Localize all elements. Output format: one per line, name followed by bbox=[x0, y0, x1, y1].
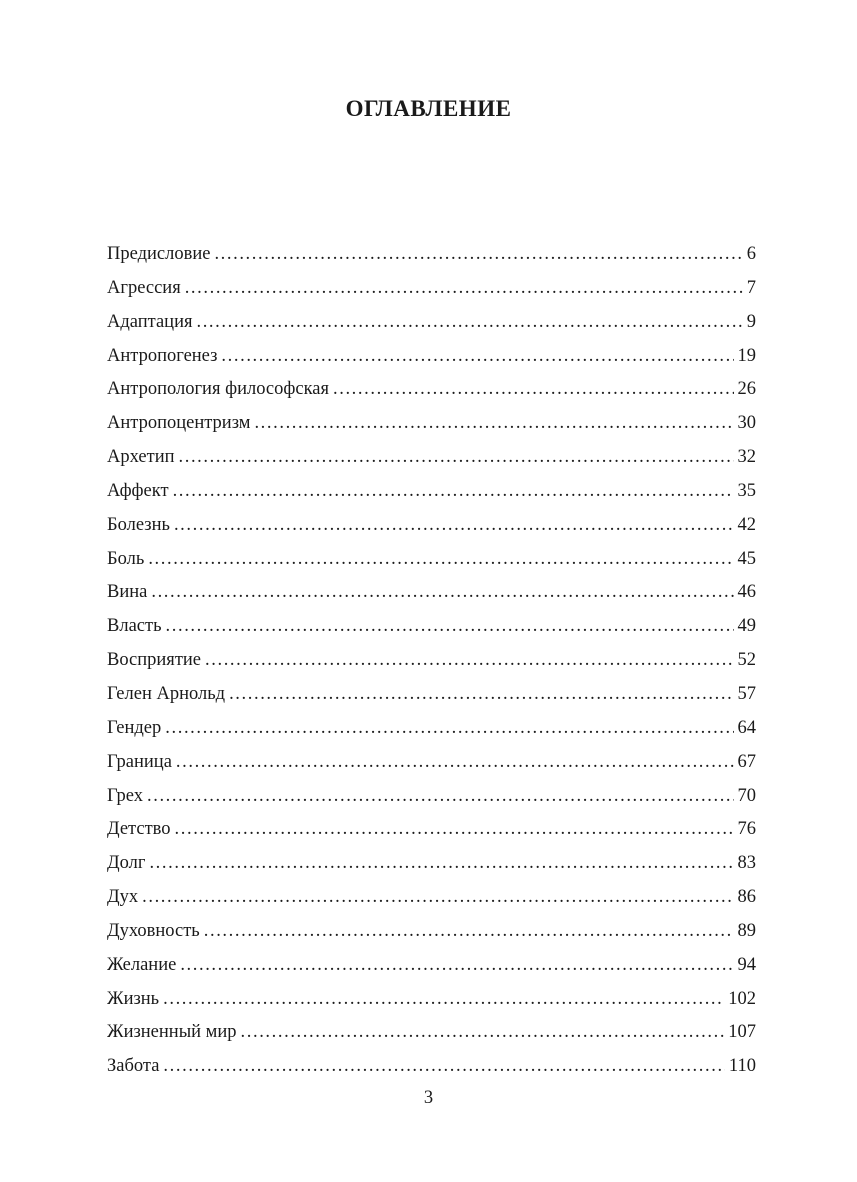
toc-entry-label: Грех bbox=[107, 785, 143, 806]
toc-entry bbox=[107, 479, 756, 513]
toc-dot-leader bbox=[204, 919, 734, 943]
toc-entry-page-number: 19 bbox=[737, 345, 756, 366]
toc-entry bbox=[107, 513, 756, 547]
toc-dot-leader bbox=[149, 851, 733, 875]
toc-entry-page-number: 30 bbox=[737, 413, 756, 434]
toc-dot-leader bbox=[241, 1020, 725, 1044]
toc-entry-label: Предисловие bbox=[107, 244, 211, 264]
toc-entry-page-number: 86 bbox=[737, 887, 756, 908]
toc-entry bbox=[107, 547, 756, 581]
toc-dot-leader bbox=[147, 784, 734, 808]
toc-entry-label: Антропоцентризм bbox=[107, 413, 251, 434]
toc-dot-leader bbox=[333, 377, 734, 401]
toc-entry-page-number: 83 bbox=[737, 853, 756, 874]
toc-entry bbox=[107, 1020, 756, 1054]
toc-entry bbox=[107, 276, 756, 310]
toc-entry-page-number: 110 bbox=[728, 1056, 756, 1077]
toc-entry bbox=[107, 648, 756, 682]
toc-entry-page-number: 32 bbox=[737, 447, 756, 468]
toc-entry-page-number: 46 bbox=[737, 582, 756, 603]
toc-dot-leader bbox=[229, 682, 733, 706]
toc-entry-label: Власть bbox=[107, 616, 162, 637]
toc-entry bbox=[107, 310, 756, 344]
toc-entry-label: Жизнь bbox=[107, 988, 160, 1009]
toc-entry bbox=[107, 919, 756, 953]
toc-entry-page-number: 94 bbox=[737, 954, 756, 975]
toc-entry-label: Детство bbox=[107, 819, 171, 840]
toc-entry-page-number: 49 bbox=[737, 616, 756, 637]
toc-dot-leader bbox=[185, 276, 743, 300]
toc-entry bbox=[107, 851, 756, 885]
toc-entry-page-number: 26 bbox=[737, 379, 756, 400]
toc-entry-label: Забота bbox=[107, 1056, 160, 1077]
toc-dot-leader bbox=[196, 310, 742, 334]
toc-entry-label: Долг bbox=[107, 853, 146, 874]
toc-entry-label: Духовность bbox=[107, 920, 200, 941]
toc-entry bbox=[107, 344, 756, 378]
toc-entry bbox=[107, 411, 756, 445]
toc-entry-label: Агрессия bbox=[107, 277, 181, 298]
toc-entry-page-number: 76 bbox=[737, 819, 756, 840]
toc-dot-leader bbox=[205, 648, 733, 672]
toc-entry-page-number: 107 bbox=[728, 1022, 756, 1043]
toc-entry-page-number: 57 bbox=[737, 683, 756, 704]
toc-entry bbox=[107, 885, 756, 919]
toc-entry-page-number: 9 bbox=[746, 311, 756, 332]
toc-entry-label: Гелен Арнольд bbox=[107, 683, 226, 704]
toc-entry bbox=[107, 682, 756, 716]
toc-entry bbox=[107, 784, 756, 818]
toc-entry bbox=[107, 953, 756, 987]
toc-entry-label: Восприятие bbox=[107, 650, 202, 671]
toc-entry-label: Адаптация bbox=[107, 311, 193, 332]
toc-dot-leader bbox=[176, 750, 734, 774]
toc-dot-leader bbox=[173, 479, 734, 503]
toc-dot-leader bbox=[165, 716, 733, 740]
table-of-contents bbox=[107, 242, 756, 1088]
toc-entry-label: Архетип bbox=[107, 447, 175, 468]
toc-dot-leader bbox=[151, 580, 733, 604]
toc-entry-label: Болезнь bbox=[107, 514, 170, 535]
page-title: ОГЛАВЛЕНИЕ bbox=[345, 96, 512, 121]
toc-entry-label: Аффект bbox=[107, 480, 169, 501]
toc-dot-leader bbox=[179, 445, 734, 469]
toc-entry-page-number: 42 bbox=[737, 514, 756, 535]
toc-entry-page-number: 102 bbox=[728, 988, 756, 1009]
toc-dot-leader bbox=[163, 1054, 725, 1078]
toc-entry-label: Гендер bbox=[107, 717, 162, 738]
toc-entry bbox=[107, 750, 756, 784]
toc-dot-leader bbox=[175, 817, 734, 841]
toc-entry-label: Желание bbox=[107, 954, 177, 975]
toc-entry-label: Боль bbox=[107, 548, 145, 569]
toc-entry bbox=[107, 716, 756, 750]
toc-entry bbox=[107, 1054, 756, 1088]
toc-entry bbox=[107, 377, 756, 411]
toc-dot-leader bbox=[214, 242, 742, 266]
toc-entry-page-number: 64 bbox=[737, 717, 756, 738]
toc-dot-leader bbox=[221, 344, 733, 368]
toc-entry bbox=[107, 614, 756, 648]
toc-entry bbox=[107, 817, 756, 851]
toc-entry bbox=[107, 242, 756, 276]
toc-dot-leader bbox=[142, 885, 733, 909]
toc-entry-page-number: 35 bbox=[737, 480, 756, 501]
toc-entry-page-number: 67 bbox=[737, 751, 756, 772]
toc-entry-page-number: 6 bbox=[746, 244, 756, 264]
toc-dot-leader bbox=[163, 987, 724, 1011]
toc-dot-leader bbox=[166, 614, 734, 638]
toc-dot-leader bbox=[174, 513, 734, 537]
toc-entry-label: Антропогенез bbox=[107, 345, 218, 366]
toc-entry-page-number: 89 bbox=[737, 920, 756, 941]
toc-entry-label: Жизненный мир bbox=[107, 1022, 237, 1043]
toc-entry-page-number: 45 bbox=[737, 548, 756, 569]
toc-entry-label: Дух bbox=[107, 887, 139, 908]
toc-dot-leader bbox=[180, 953, 733, 977]
toc-entry-label: Вина bbox=[107, 582, 148, 603]
toc-entry-page-number: 7 bbox=[746, 277, 756, 298]
toc-entry-label: Антропология философская bbox=[107, 379, 329, 400]
toc-entry-label: Граница bbox=[107, 751, 172, 772]
toc-entry bbox=[107, 580, 756, 614]
toc-dot-leader bbox=[254, 411, 733, 435]
toc-entry-page-number: 52 bbox=[737, 650, 756, 671]
page-number: 3 bbox=[423, 1088, 434, 1108]
toc-entry bbox=[107, 987, 756, 1021]
toc-dot-leader bbox=[148, 547, 733, 571]
toc-entry bbox=[107, 445, 756, 479]
toc-entry-page-number: 70 bbox=[737, 785, 756, 806]
